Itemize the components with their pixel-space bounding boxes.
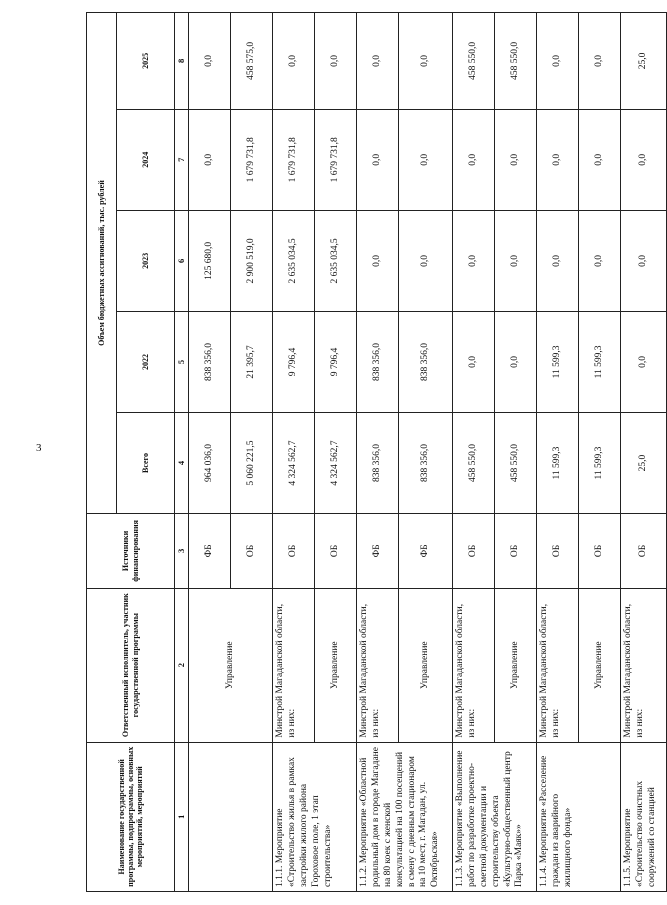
value-2025: 25,0 bbox=[621, 13, 667, 110]
budget-table bbox=[86, 12, 667, 892]
value-2022: 9 796,4 bbox=[273, 311, 315, 412]
value-2025: 0,0 bbox=[357, 13, 399, 110]
executor-cell: Минстрой Магаданской области, из них: bbox=[273, 588, 315, 742]
value-2023: 2 635 034,5 bbox=[315, 210, 357, 311]
activity-name: 1.1.4. Мероприятие «Расселение граждан из аварийного жилищного фонда» bbox=[537, 742, 621, 891]
value-2023: 0,0 bbox=[399, 210, 453, 311]
value-2023: 0,0 bbox=[537, 210, 579, 311]
value-2025: 458 550,0 bbox=[495, 13, 537, 110]
value-2024: 0,0 bbox=[189, 109, 231, 210]
value-2023: 2 900 519,0 bbox=[231, 210, 273, 311]
table-row bbox=[621, 13, 667, 892]
value-2024: 0,0 bbox=[537, 109, 579, 210]
executor-cell: Минстрой Магаданской области, из них: bbox=[357, 588, 399, 742]
value-2025: 0,0 bbox=[399, 13, 453, 110]
value-2024: 0,0 bbox=[495, 109, 537, 210]
executor-cell: Управление bbox=[399, 588, 453, 742]
value-2023: 0,0 bbox=[453, 210, 495, 311]
value-2024: 0,0 bbox=[357, 109, 399, 210]
value-2024: 0,0 bbox=[453, 109, 495, 210]
column-index: 3 bbox=[175, 514, 189, 589]
column-index: 8 bbox=[175, 13, 189, 110]
value-2023: 125 680,0 bbox=[189, 210, 231, 311]
value-2022: 0,0 bbox=[495, 311, 537, 412]
source-cell: ОБ bbox=[537, 514, 579, 589]
value-2025: 0,0 bbox=[537, 13, 579, 110]
value-2023: 0,0 bbox=[495, 210, 537, 311]
source-cell: ОБ bbox=[315, 514, 357, 589]
value-2022: 11 599,3 bbox=[579, 311, 621, 412]
value-2025: 0,0 bbox=[189, 13, 231, 110]
executor-cell: Управление bbox=[579, 588, 621, 742]
header-year-2024: 2024 bbox=[117, 109, 175, 210]
page-number: 3 bbox=[36, 442, 42, 454]
source-cell: ФБ bbox=[357, 514, 399, 589]
value-2022: 838 356,0 bbox=[399, 311, 453, 412]
source-cell: ФБ bbox=[399, 514, 453, 589]
table-row bbox=[453, 13, 495, 892]
value-2022: 838 356,0 bbox=[357, 311, 399, 412]
value-2022: 0,0 bbox=[621, 311, 667, 412]
value-total: 5 060 221,5 bbox=[231, 412, 273, 513]
header-source: Источники финансирования bbox=[87, 514, 175, 589]
activity-name: 1.1.5. Мероприятие «Строительство очистных сооружений со станцией bbox=[621, 742, 667, 891]
column-index: 1 bbox=[175, 742, 189, 891]
table-row bbox=[537, 13, 579, 892]
executor-cell: Управление bbox=[495, 588, 537, 742]
source-cell: ОБ bbox=[621, 514, 667, 589]
value-2022: 9 796,4 bbox=[315, 311, 357, 412]
value-2024: 1 679 731,8 bbox=[273, 109, 315, 210]
executor-cell: Управление bbox=[189, 588, 273, 742]
value-2022: 11 599,3 bbox=[537, 311, 579, 412]
column-index: 4 bbox=[175, 412, 189, 513]
header-year-2022: 2022 bbox=[117, 311, 175, 412]
table-row bbox=[273, 13, 315, 892]
value-2024: 0,0 bbox=[621, 109, 667, 210]
header-total: Всего bbox=[117, 412, 175, 513]
value-total: 4 324 562,7 bbox=[273, 412, 315, 513]
source-cell: ОБ bbox=[579, 514, 621, 589]
column-index: 6 bbox=[175, 210, 189, 311]
value-2025: 0,0 bbox=[273, 13, 315, 110]
value-total: 11 599,3 bbox=[537, 412, 579, 513]
activity-name: 1.1.2. Мероприятие «Областной родильный дом в городе Магадане на 80 коек с женской консультацией на 100 посещений в смену с дневным стационаром на 10 мест, г. Магадан, ул. Октябрьская» bbox=[357, 742, 453, 891]
value-total: 964 036,0 bbox=[189, 412, 231, 513]
executor-cell: Управление bbox=[315, 588, 357, 742]
header-year-2023: 2023 bbox=[117, 210, 175, 311]
source-cell: ОБ bbox=[231, 514, 273, 589]
source-cell: ФБ bbox=[189, 514, 231, 589]
value-total: 838 356,0 bbox=[357, 412, 399, 513]
table-row bbox=[357, 13, 399, 892]
value-2023: 0,0 bbox=[579, 210, 621, 311]
value-2022: 838 356,0 bbox=[189, 311, 231, 412]
source-cell: ОБ bbox=[273, 514, 315, 589]
value-total: 458 550,0 bbox=[453, 412, 495, 513]
value-2023: 0,0 bbox=[621, 210, 667, 311]
budget-table-container bbox=[86, 12, 657, 892]
executor-cell: Минстрой Магаданской области, из них: bbox=[537, 588, 579, 742]
activity-name: 1.1.1. Мероприятие «Строительство жилья в рамках застройки жилого района Гороховое поле, 1 этап строительства» bbox=[273, 742, 357, 891]
value-total: 11 599,3 bbox=[579, 412, 621, 513]
value-2024: 0,0 bbox=[579, 109, 621, 210]
value-2025: 458 575,0 bbox=[231, 13, 273, 110]
empty-cell bbox=[189, 742, 273, 891]
column-index: 5 bbox=[175, 311, 189, 412]
column-index: 7 bbox=[175, 109, 189, 210]
value-total: 4 324 562,7 bbox=[315, 412, 357, 513]
column-index-row bbox=[175, 13, 189, 892]
value-2022: 21 395,7 bbox=[231, 311, 273, 412]
value-total: 25,0 bbox=[621, 412, 667, 513]
executor-cell: Минстрой Магаданской области, из них: bbox=[621, 588, 667, 742]
activity-name: 1.1.3. Мероприятие «Выполнение работ по разработке проектно-сметной документации и строительству объекта «Культурно-общественный центр Парка «Маяк»» bbox=[453, 742, 537, 891]
source-cell: ОБ bbox=[453, 514, 495, 589]
header-name: Наименование государственной программы, подпрограммы, основных мероприятий, мероприятий bbox=[87, 742, 175, 891]
value-2025: 0,0 bbox=[315, 13, 357, 110]
value-2025: 0,0 bbox=[579, 13, 621, 110]
value-2023: 0,0 bbox=[357, 210, 399, 311]
value-2022: 0,0 bbox=[453, 311, 495, 412]
header-year-2025: 2025 bbox=[117, 13, 175, 110]
source-cell: ОБ bbox=[495, 514, 537, 589]
value-2023: 2 635 034,5 bbox=[273, 210, 315, 311]
header-executor: Ответственный исполнитель, участник государственной программы bbox=[87, 588, 175, 742]
table-row bbox=[189, 13, 231, 892]
value-2024: 0,0 bbox=[399, 109, 453, 210]
value-2025: 458 550,0 bbox=[453, 13, 495, 110]
value-total: 838 356,0 bbox=[399, 412, 453, 513]
value-total: 458 550,0 bbox=[495, 412, 537, 513]
executor-cell: Минстрой Магаданской области, из них: bbox=[453, 588, 495, 742]
column-index: 2 bbox=[175, 588, 189, 742]
header-volume: Объем бюджетных ассигнований, тыс. рублей bbox=[87, 13, 117, 514]
value-2024: 1 679 731,8 bbox=[315, 109, 357, 210]
value-2024: 1 679 731,8 bbox=[231, 109, 273, 210]
